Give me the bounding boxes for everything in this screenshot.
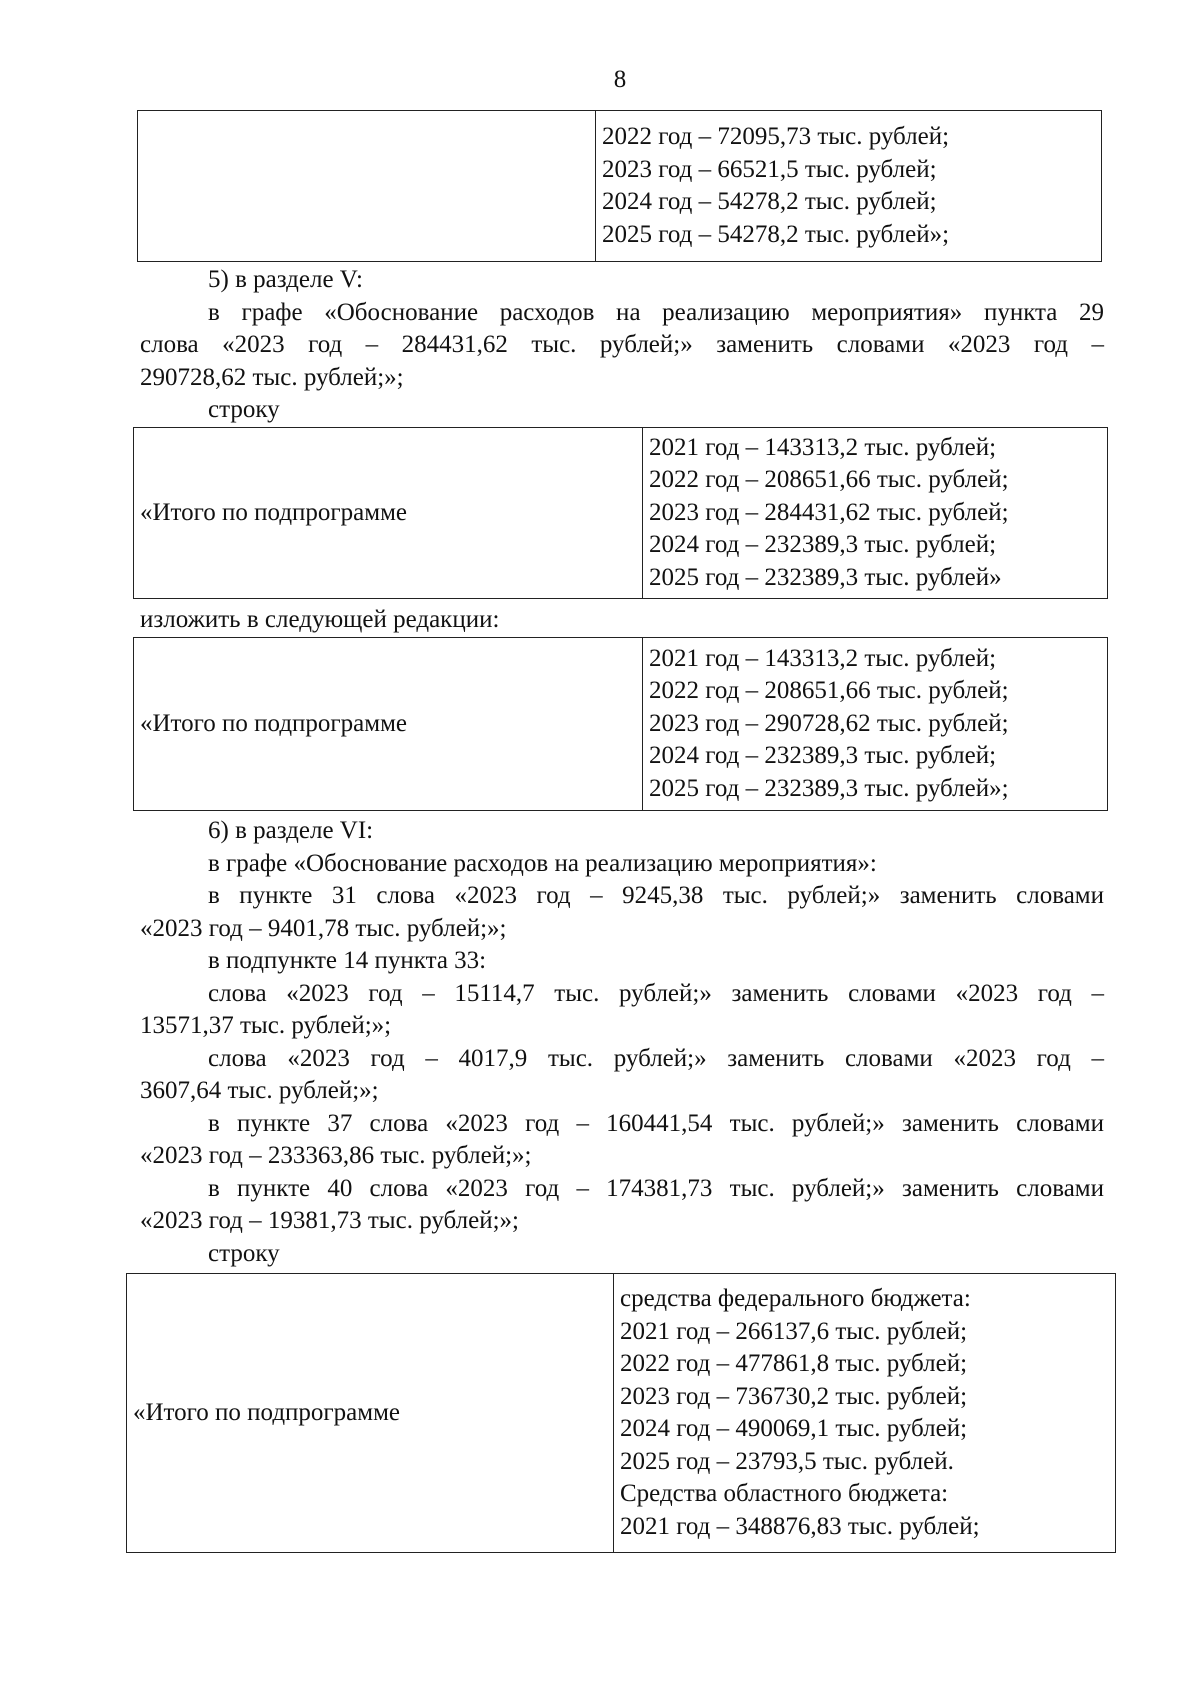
section5-stroku: строку xyxy=(208,396,280,423)
section5-block xyxy=(140,264,1104,427)
table-top-continuation xyxy=(137,110,1102,262)
section5-line: в графе «Обоснование расходов на реализацию мероприятия» пункта 29 xyxy=(208,298,1104,326)
table-section6 xyxy=(126,1273,1116,1553)
table-section6-label: «Итого по подпрограмме xyxy=(127,1274,614,1553)
table-line: 2022 год – 208651,66 тыс. рублей; xyxy=(649,677,1009,705)
table-line: 2021 год – 348876,83 тыс. рублей; xyxy=(620,1512,980,1540)
izlozhit-text: изложить в следующей редакции: xyxy=(140,606,500,633)
section6-line: 3607,64 тыс. рублей;»; xyxy=(140,1077,379,1104)
table-section5-old-values xyxy=(643,428,1108,599)
table-line: 2025 год – 232389,3 тыс. рублей»; xyxy=(649,774,1009,802)
section6-line: слова «2023 год – 15114,7 тыс. рублей;» заменить словами «2023 год – xyxy=(208,979,1104,1007)
table-line: 2021 год – 143313,2 тыс. рублей; xyxy=(649,644,997,672)
table-line: 2021 год – 143313,2 тыс. рублей; xyxy=(649,433,997,461)
table-top-line: 2022 год – 72095,73 тыс. рублей; xyxy=(602,123,950,150)
table-top-line: 2023 год – 66521,5 тыс. рублей; xyxy=(602,155,937,183)
section5-line: 290728,62 тыс. рублей;»; xyxy=(140,363,404,391)
section6-line: в пункте 37 слова «2023 год – 160441,54 тыс. рублей;» заменить словами xyxy=(208,1109,1104,1137)
izlozhit-block xyxy=(140,604,1104,637)
section6-line: в графе «Обоснование расходов на реализацию мероприятия»: xyxy=(208,849,877,877)
table-line: средства федерального бюджета: xyxy=(620,1285,971,1312)
section6-block xyxy=(140,815,1104,1270)
table-top-right-cell xyxy=(596,111,1102,262)
table-section5-new-label: «Итого по подпрограмме xyxy=(134,638,643,811)
table-line: 2023 год – 290728,62 тыс. рублей; xyxy=(649,709,1009,737)
table-line: 2024 год – 232389,3 тыс. рублей; xyxy=(649,531,997,559)
table-line: 2025 год – 23793,5 тыс. рублей. xyxy=(620,1447,954,1475)
section6-line: «2023 год – 19381,73 тыс. рублей;»; xyxy=(140,1207,519,1234)
section6-stroku: строку xyxy=(208,1239,280,1267)
table-top-line: 2025 год – 54278,2 тыс. рублей»; xyxy=(602,220,950,248)
table-line: 2024 год – 232389,3 тыс. рублей; xyxy=(649,742,997,770)
table-line: 2022 год – 208651,66 тыс. рублей; xyxy=(649,466,1009,494)
section6-line: «2023 год – 9401,78 тыс. рублей;»; xyxy=(140,914,507,942)
table-line: Средства областного бюджета: xyxy=(620,1480,949,1507)
section6-line: в пункте 40 слова «2023 год – 174381,73 тыс. рублей;» заменить словами xyxy=(208,1174,1104,1202)
table-section5-new xyxy=(133,637,1108,811)
section5-heading: 5) в разделе V: xyxy=(208,266,363,293)
table-line: 2024 год – 490069,1 тыс. рублей; xyxy=(620,1415,968,1442)
section6-line: в пункте 31 слова «2023 год – 9245,38 тыс. рублей;» заменить словами xyxy=(208,882,1104,909)
table-section5-new-values xyxy=(643,638,1108,811)
table-line: 2023 год – 736730,2 тыс. рублей; xyxy=(620,1382,968,1410)
table-line: 2022 год – 477861,8 тыс. рублей; xyxy=(620,1350,968,1377)
section6-line: слова «2023 год – 4017,9 тыс. рублей;» заменить словами «2023 год – xyxy=(208,1044,1104,1072)
table-top-line: 2024 год – 54278,2 тыс. рублей; xyxy=(602,188,937,215)
section6-line: «2023 год – 233363,86 тыс. рублей;»; xyxy=(140,1142,532,1169)
table-line: 2023 год – 284431,62 тыс. рублей; xyxy=(649,498,1009,526)
table-top-left-cell xyxy=(138,111,596,262)
table-section5-old-label: «Итого по подпрограмме xyxy=(134,428,643,599)
section5-line: слова «2023 год – 284431,62 тыс. рублей;» заменить словами «2023 год – xyxy=(140,331,1104,358)
section6-line: 13571,37 тыс. рублей;»; xyxy=(140,1012,392,1039)
page-number: 8 xyxy=(613,66,627,93)
table-line: 2021 год – 266137,6 тыс. рублей; xyxy=(620,1317,968,1345)
section6-line: в подпункте 14 пункта 33: xyxy=(208,947,487,974)
table-section6-values xyxy=(614,1274,1116,1553)
table-section5-old xyxy=(133,427,1108,599)
table-line: 2025 год – 232389,3 тыс. рублей» xyxy=(649,563,1002,591)
section6-heading: 6) в разделе VI: xyxy=(208,817,374,844)
